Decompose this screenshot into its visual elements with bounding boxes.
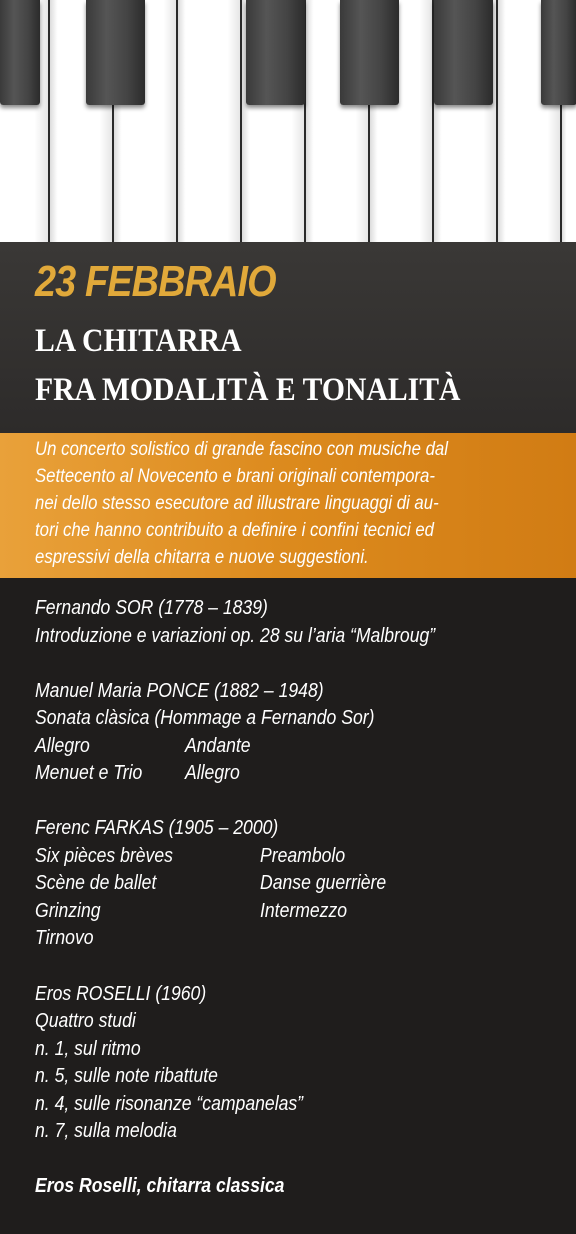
description-line: Un concerto solistico di grande fascino con musiche dal (35, 438, 448, 460)
piano-black-key (340, 0, 399, 105)
description-line: nei dello stesso esecutore ad illustrare linguaggi di au- (35, 492, 439, 514)
composer-ponce: Manuel Maria PONCE (1882 – 1948) (35, 680, 324, 702)
piece: Danse guerrière (260, 872, 387, 894)
movement: Allegro (35, 735, 90, 757)
study: n. 4, sulle risonanze “campanelas” (35, 1093, 304, 1115)
piano-black-key (86, 0, 145, 105)
movement: Andante (185, 735, 251, 757)
composer-farkas: Ferenc FARKAS (1905 – 2000) (35, 817, 279, 839)
description-line: espressivi della chitarra e nuove suggestioni. (35, 546, 369, 568)
event-title-line-2: FRA MODALITÀ E TONALITÀ (35, 372, 461, 408)
piano-white-key (178, 0, 242, 242)
piece: Tirnovo (35, 927, 94, 949)
piano-keyboard-illustration (0, 0, 576, 242)
work-sor: Introduzione e variazioni op. 28 su l’aria “Malbroug” (35, 625, 436, 647)
description-line: Settecento al Novecento e brani originali contempora- (35, 465, 435, 487)
piano-black-key (246, 0, 305, 105)
piano-black-key (541, 0, 576, 105)
performer-credit: Eros Roselli, chitarra classica (35, 1175, 285, 1197)
piece: Six pièces brèves (35, 845, 173, 867)
event-title-line-1: LA CHITARRA (35, 323, 242, 359)
composer-sor: Fernando SOR (1778 – 1839) (35, 597, 268, 619)
study: n. 5, sulle note ribattute (35, 1065, 218, 1087)
piece: Scène de ballet (35, 872, 157, 894)
event-date: 23 FEBBRAIO (35, 257, 276, 306)
movement: Allegro (185, 762, 240, 784)
piece: Grinzing (35, 900, 101, 922)
study: n. 1, sul ritmo (35, 1038, 141, 1060)
study: n. 7, sulla melodia (35, 1120, 177, 1142)
piano-black-key (0, 0, 40, 105)
composer-roselli: Eros ROSELLI (1960) (35, 983, 207, 1005)
piece: Preambolo (260, 845, 346, 867)
piece: Intermezzo (260, 900, 348, 922)
piano-black-key (434, 0, 493, 105)
work-roselli: Quattro studi (35, 1010, 136, 1032)
movement: Menuet e Trio (35, 762, 143, 784)
description-line: tori che hanno contribuito a definire i confini tecnici ed (35, 519, 434, 541)
work-ponce: Sonata clàsica (Hommage a Fernando Sor) (35, 707, 375, 729)
